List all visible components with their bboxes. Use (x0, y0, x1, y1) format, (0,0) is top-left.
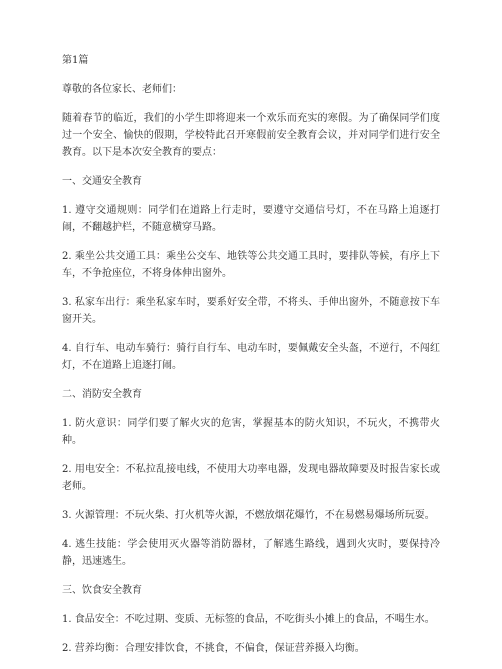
food-item-2: 2. 营养均衡：合理安排饮食，不挑食，不偏食，保证营养摄入均衡。 (62, 643, 365, 654)
fire-item-2: 2. 用电安全：不私拉乱接电线，不使用大功率电器，发现电器故障要及时报告家长或老师。 (62, 464, 440, 492)
fire-item-1: 1. 防火意识：同学们要了解火灾的危害，掌握基本的防火知识，不玩火，不携带火种。 (62, 418, 440, 446)
section-heading-fire: 二、消防安全教育 (62, 389, 142, 400)
fire-item-4: 4. 逃生技能：学会使用灭火器等消防器材，了解逃生路线，遇到火灾时，要保持冷静，迅速逃生。 (62, 539, 440, 567)
traffic-item-4: 4. 自行车、电动车骑行：骑行自行车、电动车时，要佩戴安全头盔，不逆行，不闯红灯，不在道路上追逐打闹。 (62, 343, 440, 371)
traffic-item-3: 3. 私家车出行：乘坐私家车时，要系好安全带，不将头、手伸出窗外，不随意按下车窗开关。 (62, 297, 440, 325)
part-label: 第1篇 (62, 55, 89, 66)
section-heading-traffic: 一、交通安全教育 (62, 176, 142, 187)
intro-paragraph: 随着春节的临近，我们的小学生即将迎来一个欢乐而充实的寒假。为了确保同学们度过一个安全、愉快的假期，学校特此召开寒假前安全教育会议，并对同学们进行安全教育。以下是本次安全教育的要点： (62, 113, 440, 158)
traffic-item-1: 1. 遵守交通规则：同学们在道路上行走时，要遵守交通信号灯，不在马路上追逐打闹，不翻越护栏，不随意横穿马路。 (62, 205, 440, 233)
food-item-1: 1. 食品安全：不吃过期、变质、无标签的食品，不吃街头小摊上的食品，不喝生水。 (62, 614, 435, 625)
traffic-item-2: 2. 乘坐公共交通工具：乘坐公交车、地铁等公共交通工具时，要排队等候，有序上下车，不争抢座位，不将身体伸出窗外。 (62, 251, 440, 279)
document-body (62, 52, 440, 669)
fire-item-3: 3. 火源管理：不玩火柴、打火机等火源，不燃放烟花爆竹，不在易燃易爆场所玩耍。 (62, 510, 435, 521)
section-heading-food: 三、饮食安全教育 (62, 585, 142, 596)
greeting: 尊敬的各位家长、老师们： (62, 84, 182, 95)
